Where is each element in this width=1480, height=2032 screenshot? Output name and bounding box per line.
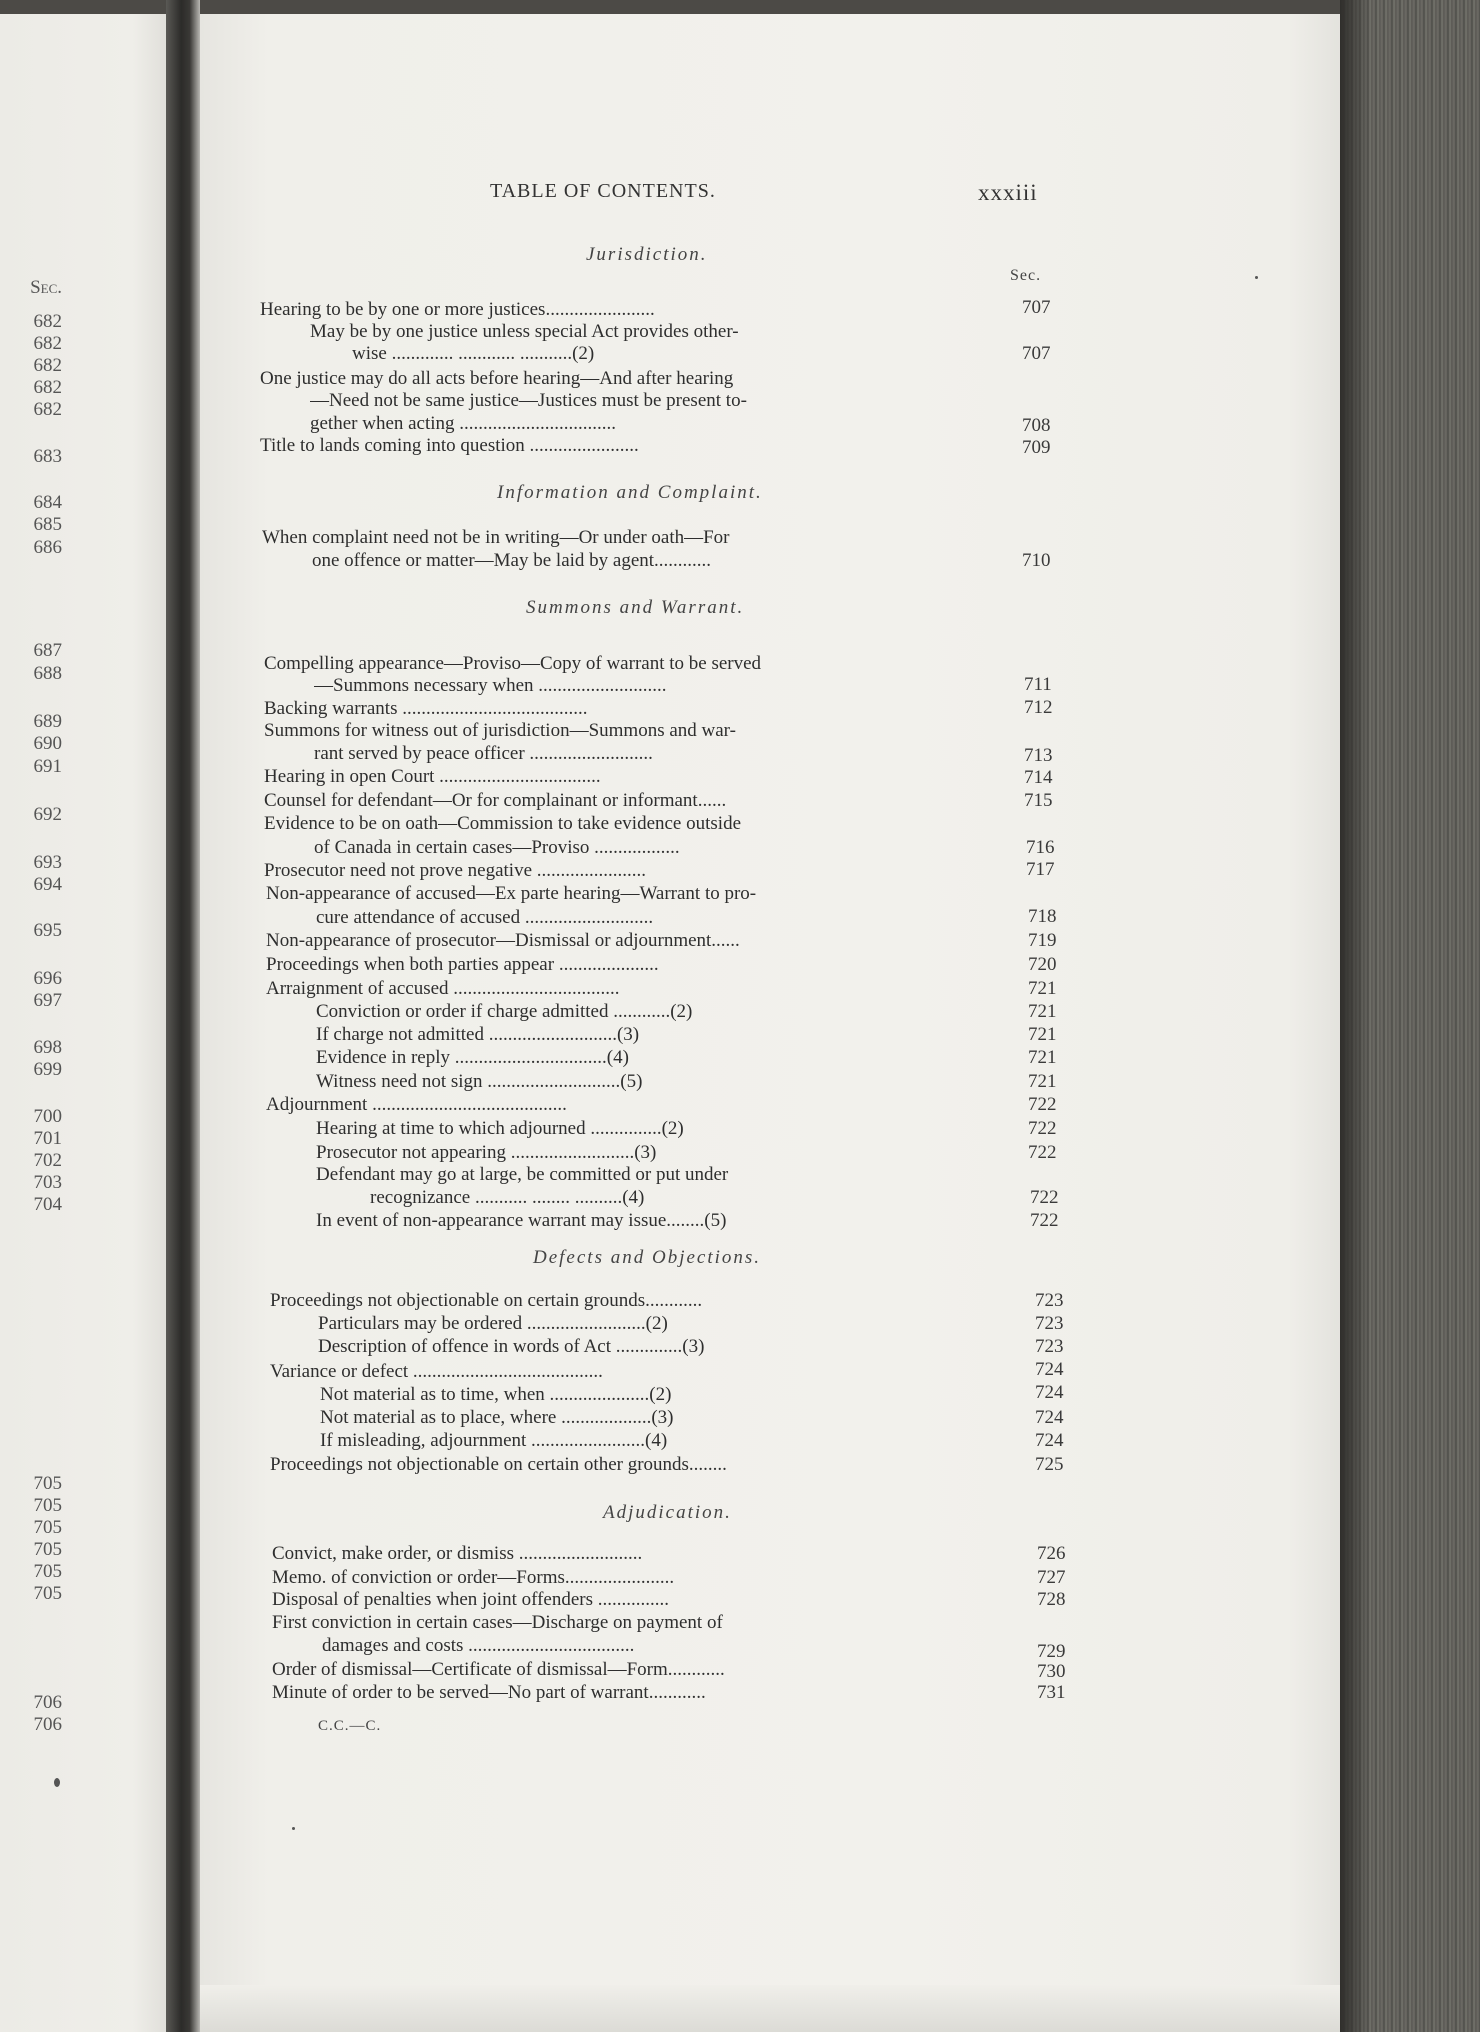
page-number: xxxiii	[978, 180, 1038, 205]
contents-entry-text: When complaint need not be in writing—Or under oath—For	[262, 527, 730, 548]
left-section-number: 706	[33, 1714, 62, 1735]
left-section-number: 705	[33, 1495, 62, 1516]
left-section-number: 682	[33, 377, 62, 398]
contents-entry-text: Backing warrants .......................................	[264, 698, 588, 719]
left-section-number: 682	[33, 311, 62, 332]
contents-entry-text: Proceedings when both parties appear .....................	[266, 954, 659, 975]
contents-entry-text: Non-appearance of accused—Ex parte hearing—Warrant to pro-	[266, 883, 757, 904]
left-section-number: 689	[33, 711, 62, 732]
contents-section-number: 727	[1037, 1567, 1066, 1588]
contents-entry-text: Proceedings not objectionable on certain grounds............	[270, 1290, 703, 1311]
contents-section-number: 715	[1024, 790, 1053, 811]
contents-entry-text: damages and costs ...................................	[322, 1635, 635, 1656]
left-section-number: 691	[33, 756, 62, 777]
contents-entry-text: rant served by peace officer ..........................	[314, 743, 653, 764]
left-section-number: 682	[33, 355, 62, 376]
contents-section-number: 725	[1035, 1454, 1064, 1475]
contents-section-number: 722	[1028, 1094, 1057, 1115]
page-bottom-shade	[200, 1985, 1346, 2032]
contents-section-number: 731	[1037, 1682, 1066, 1703]
contents-entry-text: In event of non-appearance warrant may issue........(5)	[316, 1210, 727, 1231]
contents-section-number: 724	[1035, 1359, 1064, 1380]
left-section-number: 703	[33, 1172, 62, 1193]
contents-entry-text: Hearing at time to which adjourned ...............(2)	[316, 1118, 684, 1139]
contents-entry-text: Compelling appearance—Proviso—Copy of warrant to be served	[264, 653, 762, 674]
left-section-number: 705	[33, 1473, 62, 1494]
book-edge-shadow	[1340, 0, 1370, 2032]
left-section-number: 698	[33, 1037, 62, 1058]
contents-section-number: 724	[1035, 1382, 1064, 1403]
contents-section-number: 710	[1022, 550, 1051, 571]
contents-entry-text: Summons for witness out of jurisdiction—Summons and war-	[264, 720, 736, 741]
contents-entry-text: Conviction or order if charge admitted ............(2)	[316, 1001, 693, 1022]
contents-entry-text: wise ............. ............ ...........(2)	[352, 343, 595, 364]
running-title: TABLE OF CONTENTS.	[490, 180, 716, 202]
contents-section-number: 716	[1026, 837, 1055, 858]
contents-section-number: 718	[1028, 906, 1057, 927]
contents-section-number: 721	[1028, 1047, 1057, 1068]
signature-mark: C.C.—C.	[318, 1718, 382, 1734]
left-section-number: 695	[33, 920, 62, 941]
contents-entry-text: Minute of order to be served—No part of warrant............	[272, 1682, 706, 1703]
contents-section-number: 713	[1024, 745, 1053, 766]
contents-entry-text: Not material as to time, when .....................(2)	[320, 1384, 672, 1405]
contents-entry-text: of Canada in certain cases—Proviso ..................	[314, 837, 680, 858]
left-section-number: 685	[33, 514, 62, 535]
contents-entry-text: Memo. of conviction or order—Forms.......................	[272, 1567, 675, 1588]
left-section-number: 700	[33, 1106, 62, 1127]
contents-entry-text: If charge not admitted ...........................(3)	[316, 1024, 640, 1045]
contents-entry-text: one offence or matter—May be laid by agent............	[312, 550, 712, 571]
contents-entry-text: If misleading, adjournment ........................(4)	[320, 1430, 668, 1451]
contents-section-number: 723	[1035, 1336, 1064, 1357]
left-section-number: 693	[33, 852, 62, 873]
contents-entry-text: Convict, make order, or dismiss ..........................	[272, 1543, 643, 1564]
contents-entry-text: Not material as to place, where ...................(3)	[320, 1407, 674, 1428]
contents-entry-text: —Summons necessary when ...........................	[314, 675, 667, 696]
left-section-number: 696	[33, 968, 62, 989]
contents-entry-text: cure attendance of accused ...........................	[316, 907, 654, 928]
contents-section-number: 728	[1037, 1589, 1066, 1610]
contents-entry-text: Non-appearance of prosecutor—Dismissal or adjournment......	[266, 930, 740, 951]
left-section-number: 694	[33, 874, 62, 895]
left-section-number: 687	[33, 640, 62, 661]
contents-entry-text: Title to lands coming into question .......................	[260, 435, 639, 456]
contents-entry-text: Particulars may be ordered .........................(2)	[318, 1313, 668, 1334]
book-gutter	[166, 0, 200, 2032]
left-section-number: 704	[33, 1194, 62, 1215]
contents-section-number: 722	[1030, 1210, 1059, 1231]
contents-entry-text: Proceedings not objectionable on certain other grounds........	[270, 1454, 727, 1475]
contents-section-number: 721	[1028, 1071, 1057, 1092]
contents-section-number: 707	[1022, 297, 1051, 318]
contents-entry-text: Counsel for defendant—Or for complainant or informant......	[264, 790, 727, 811]
contents-entry-text: First conviction in certain cases—Discharge on payment of	[272, 1612, 723, 1633]
contents-entry-text: One justice may do all acts before hearing—And after hearing	[260, 368, 734, 389]
left-section-number: 688	[33, 663, 62, 684]
contents-section-number: 717	[1026, 859, 1055, 880]
contents-section-number: 721	[1028, 1024, 1057, 1045]
contents-entry-text: Order of dismissal—Certificate of dismissal—Form............	[272, 1659, 725, 1680]
left-section-number: 697	[33, 990, 62, 1011]
contents-section-number: 714	[1024, 767, 1053, 788]
contents-entry-text: Arraignment of accused ...................................	[266, 978, 620, 999]
contents-section-number: 719	[1028, 930, 1057, 951]
contents-entry-text: Hearing in open Court ..................................	[264, 766, 601, 787]
section-title-summons: Summons and Warrant.	[526, 597, 745, 618]
left-section-number: 682	[33, 399, 62, 420]
contents-section-number: 709	[1022, 437, 1051, 458]
contents-section-number: 723	[1035, 1313, 1064, 1334]
left-section-number: 684	[33, 492, 62, 513]
section-title-jurisdiction: Jurisdiction.	[586, 244, 708, 265]
contents-section-number: 708	[1022, 415, 1051, 436]
contents-section-number: 730	[1037, 1661, 1066, 1682]
ink-speck	[292, 1827, 295, 1830]
contents-section-number: 724	[1035, 1430, 1064, 1451]
contents-entry-text: Disposal of penalties when joint offenders ...............	[272, 1589, 669, 1610]
section-title-adjudication: Adjudication.	[603, 1502, 732, 1523]
left-section-number: 682	[33, 333, 62, 354]
contents-entry-text: recognizance ........... ........ ..........(4)	[370, 1187, 645, 1208]
contents-section-number: 723	[1035, 1290, 1064, 1311]
left-sec-heading: Sec.	[30, 277, 62, 298]
left-section-number: 699	[33, 1059, 62, 1080]
contents-entry-text: Evidence to be on oath—Commission to take evidence outside	[264, 813, 742, 834]
left-section-number: 690	[33, 733, 62, 754]
left-section-number: 706	[33, 1692, 62, 1713]
contents-section-number: 721	[1028, 1001, 1057, 1022]
contents-section-number: 726	[1037, 1543, 1066, 1564]
contents-section-number: 724	[1035, 1407, 1064, 1428]
section-title-information: Information and Complaint.	[497, 482, 763, 503]
top-dark-band	[0, 0, 1360, 14]
left-section-number: 701	[33, 1128, 62, 1149]
left-section-number: 705	[33, 1561, 62, 1582]
contents-entry-text: May be by one justice unless special Act provides other-	[310, 321, 739, 342]
left-section-number: 683	[33, 446, 62, 467]
contents-section-number: 712	[1024, 697, 1053, 718]
left-section-number: 702	[33, 1150, 62, 1171]
contents-entry-text: Defendant may go at large, be committed or put under	[316, 1164, 729, 1185]
contents-entry-text: Evidence in reply ................................(4)	[316, 1047, 629, 1068]
contents-entry-text: Description of offence in words of Act ..............(3)	[318, 1336, 705, 1357]
contents-entry-text: Variance or defect ........................................	[270, 1361, 603, 1382]
contents-entry-text: Hearing to be by one or more justices.......................	[260, 299, 655, 320]
contents-section-number: 722	[1028, 1118, 1057, 1139]
contents-section-number: 720	[1028, 954, 1057, 975]
contents-section-number: 722	[1028, 1142, 1057, 1163]
contents-section-number: 707	[1022, 343, 1051, 364]
contents-entry-text: Prosecutor need not prove negative .......................	[264, 860, 647, 881]
left-section-number: 705	[33, 1583, 62, 1604]
contents-section-number: 722	[1030, 1187, 1059, 1208]
ink-speck	[54, 1778, 60, 1787]
contents-section-number: 729	[1037, 1641, 1066, 1662]
left-section-number: 705	[33, 1539, 62, 1560]
ink-speck	[1255, 276, 1258, 279]
contents-section-number: 711	[1024, 674, 1052, 695]
contents-entry-text: Adjournment .........................................	[266, 1094, 567, 1115]
contents-entry-text: Prosecutor not appearing ..........................(3)	[316, 1142, 657, 1163]
contents-entry-text: —Need not be same justice—Justices must be present to-	[310, 390, 747, 411]
sec-column-heading: Sec.	[1010, 267, 1042, 284]
left-section-number: 705	[33, 1517, 62, 1538]
contents-entry-text: Witness need not sign ............................(5)	[316, 1071, 643, 1092]
contents-entry-text: gether when acting .................................	[310, 413, 617, 434]
left-section-number: 686	[33, 537, 62, 558]
contents-section-number: 721	[1028, 978, 1057, 999]
left-section-number: 692	[33, 804, 62, 825]
section-title-defects: Defects and Objections.	[533, 1247, 762, 1268]
